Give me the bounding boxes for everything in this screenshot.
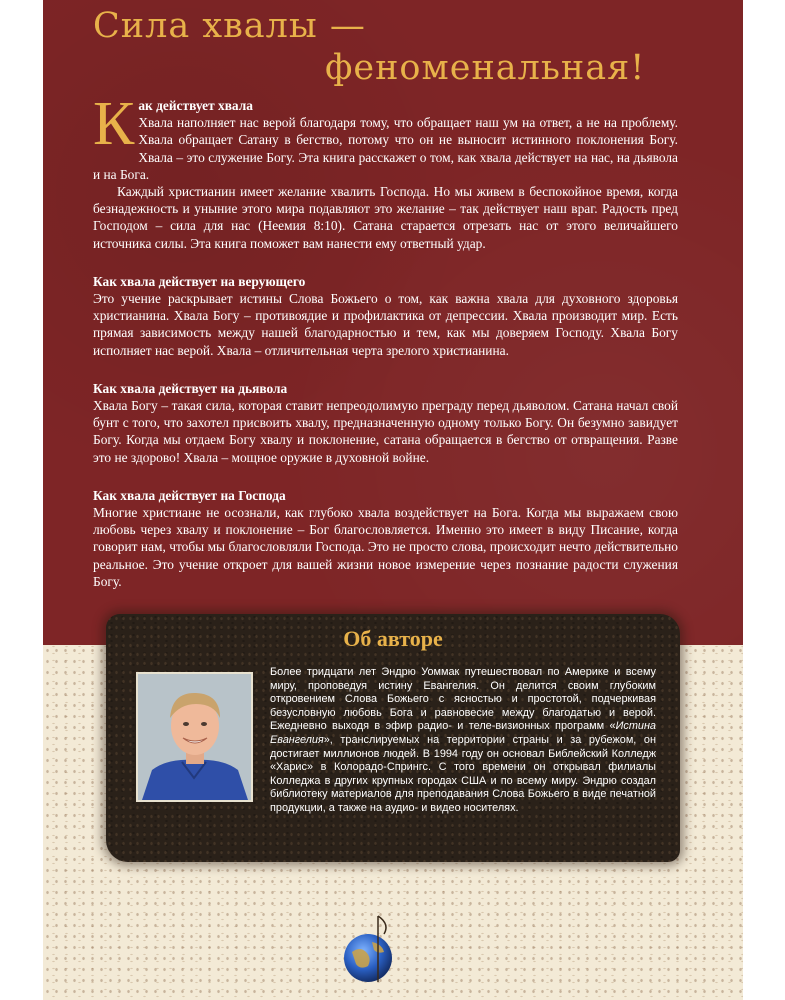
author-photo bbox=[136, 672, 253, 802]
author-bio-text: Более тридцати лет Эндрю Уоммак путешествовал по Америке и всему миру, проповедуя истину Евангелия. Он делится своим глубоким откровением Слова Божьего с ясностью и простотой, подчеркивая безусловную любовь Бога и равновесие между благодатью и верой. Ежедневно выходя в эфир радио- и теле-визионных программ « bbox=[270, 666, 656, 733]
publisher-globe-logo-icon bbox=[338, 912, 402, 987]
section-text-devil: Хвала Богу – такая сила, которая ставит непреодолимую преграду перед дьяволом. Сатана начал свой бунт с того, что захотел присвоить хвалу, предназначенную одному только Богу. Он безумно завидует Богу. Когда мы отдаем Богу хвалу и поклонение, сатана обращается в бегство от отвращения. Разве это не здорово! Хвала – мощное оружие в духовной войне. bbox=[93, 398, 678, 465]
author-bio bbox=[270, 666, 656, 816]
author-bio-text-end: », транслируемых на территории страны и за рубежом, он достигает миллионов людей. В 1994 году он основал Библейский Колледж «Харис» в Колорадо-Спрингс. С того времени он открывал филиалы Колледжа в других крупных городах США и по всему миру. Эндрю создал библиотеку материалов для преподавания Слова Божьего в виде печатной продукции, а также на аудио- и видео носителях. bbox=[270, 733, 656, 814]
about-author-panel bbox=[106, 614, 680, 862]
program-name: Истина Евангелия bbox=[270, 720, 656, 746]
section-text-believer: Это учение раскрывает истины Слова Божьего о том, как важна хвала для духовного здоровья христианина. Хвала Богу – противоядие и профилактика от депрессии. Хвала производит мир. Есть прямая зависимость между нашей благодарностью и тем, как мы доверяем Господу. Хвала Богу исполняет нас верой. Хвала – отличительная черта зрелого христианина. bbox=[93, 291, 678, 358]
cover-title-line2: феноменальная! bbox=[325, 48, 646, 88]
cover-title-line1: Сила хвалы — bbox=[93, 6, 366, 46]
section-title-lord: Как хвала действует на Господа bbox=[93, 487, 286, 503]
author-portrait-illustration bbox=[138, 674, 251, 800]
book-back-cover bbox=[43, 0, 743, 1000]
section-title-believer: Как хвала действует на верующего bbox=[93, 273, 306, 289]
intro-text: Хвала наполняет нас верой благодаря тому, что обращает наш ум на ответ, а не на проблему. Хвала обращает Сатану в бегство, потому что он не выносит истинного поклонения Богу. Хвала – это служение Богу. Эта книга расскажет о том, как хвала действует на нас, на дьявола и на Бога. bbox=[93, 115, 678, 182]
section-title-devil: Как хвала действует на дьявола bbox=[93, 380, 288, 396]
intro-paragraph bbox=[93, 90, 678, 183]
section-text-lord: Многие христиане не осознали, как глубоко хвала воздействует на Бога. Когда мы выражаем свою любовь через хвалу и поклонение – Бог благословляется. Именно это имеет в виду Писание, когда говорит нам, чтобы мы благословляли Господа. Это не просто слова, происходит нечто действительно реальное. Это учение откроет для вашей жизни новое измерение через познание радости служения Богу. bbox=[93, 505, 678, 589]
drop-cap: К bbox=[93, 90, 135, 158]
intro-heading: ак действует хвала bbox=[138, 98, 253, 113]
intro-paragraph-2: Каждый христианин имеет желание хвалить Господа. Но мы живем в беспокойное время, когда безнадежность и уныние этого мира подавляют это желание – так действует наш враг. Радость пред Господом – сила для нас (Неемия 8:10). Сатана старается отрезать нас от этого величайшего источника силы. Эта книга поможет вам нанести ему ответный удар. bbox=[93, 184, 678, 251]
main-text bbox=[93, 90, 678, 590]
about-author-heading: Об авторе bbox=[343, 626, 443, 651]
